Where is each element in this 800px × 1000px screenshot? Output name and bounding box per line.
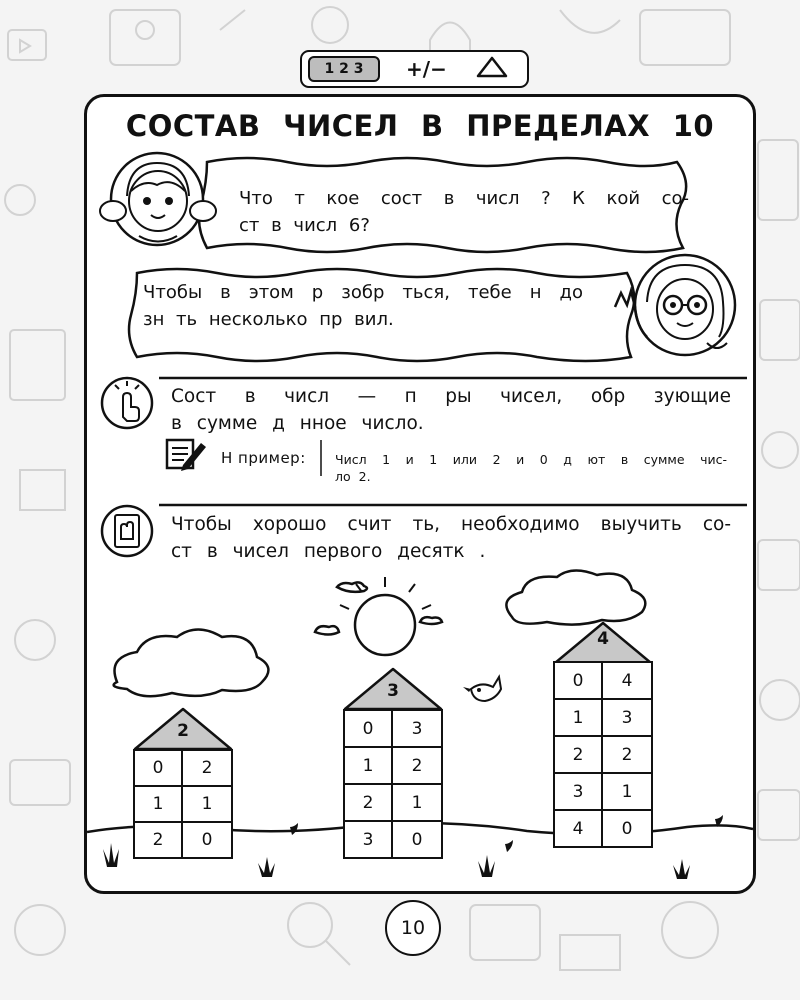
tab-operations[interactable]: +/− bbox=[406, 57, 447, 81]
house-number: 2 bbox=[177, 721, 189, 741]
house-cell: 3 bbox=[345, 822, 393, 857]
house-cell: 3 bbox=[603, 700, 651, 737]
house-grid bbox=[133, 749, 233, 859]
house-cell: 2 bbox=[345, 785, 393, 822]
triangle-icon bbox=[475, 55, 509, 79]
page-number: 10 bbox=[385, 900, 441, 956]
house-cell: 1 bbox=[603, 774, 651, 811]
category-tabs bbox=[300, 50, 529, 88]
house-cell: 1 bbox=[135, 787, 183, 823]
example-text: Числ 1 и 1 или 2 и 0 д ют в сумме чис- ло 2. bbox=[335, 452, 727, 484]
question-text: Что т кое сост в числ ? К кой со- ст в числ 6? bbox=[239, 188, 689, 236]
house-cell: 0 bbox=[201, 830, 213, 850]
house-grid bbox=[553, 661, 653, 848]
rule2-text: Чтобы хорошо счит ть, необходимо выучить со- ст в чисел первого десятк . bbox=[171, 514, 731, 562]
house-cell: 4 bbox=[603, 663, 651, 700]
house-cell: 2 bbox=[603, 737, 651, 774]
house-cell: 3 bbox=[555, 774, 603, 811]
tab-numbers[interactable]: 1 2 3 bbox=[308, 56, 380, 82]
house-cell: 0 bbox=[555, 663, 603, 700]
house-cell: 2 bbox=[135, 823, 183, 857]
page-card bbox=[84, 94, 756, 894]
house-cell: 1 bbox=[555, 700, 603, 737]
house-cell: 4 bbox=[555, 811, 603, 846]
house-cell: 1 bbox=[345, 748, 393, 785]
house-cell: 2 bbox=[183, 751, 231, 787]
house-number: 3 bbox=[387, 681, 399, 701]
page-title: СОСТАВ ЧИСЕЛ В ПРЕДЕЛАХ 10 bbox=[125, 109, 715, 143]
tab-shapes[interactable] bbox=[475, 55, 509, 83]
example-label: Н пример: bbox=[221, 449, 306, 467]
house-grid bbox=[343, 709, 443, 859]
house-number: 4 bbox=[597, 629, 609, 649]
house-cell: 0 bbox=[621, 818, 633, 839]
house-cell: 0 bbox=[345, 711, 393, 748]
answer-text: Чтобы в этом р зобр ться, тебе н до зн ть несколько пр вил. bbox=[143, 282, 583, 330]
house-cell: 1 bbox=[393, 785, 441, 822]
rule1-text: Сост в числ — п ры чисел, обр зующие в сумме д нное число. bbox=[171, 386, 731, 434]
house-cell: 3 bbox=[393, 711, 441, 748]
house-cell: 1 bbox=[183, 787, 231, 823]
house-cell: 0 bbox=[411, 829, 423, 850]
house-cell: 0 bbox=[135, 751, 183, 787]
house-cell: 2 bbox=[555, 737, 603, 774]
house-cell: 2 bbox=[393, 748, 441, 785]
bird bbox=[463, 677, 501, 701]
